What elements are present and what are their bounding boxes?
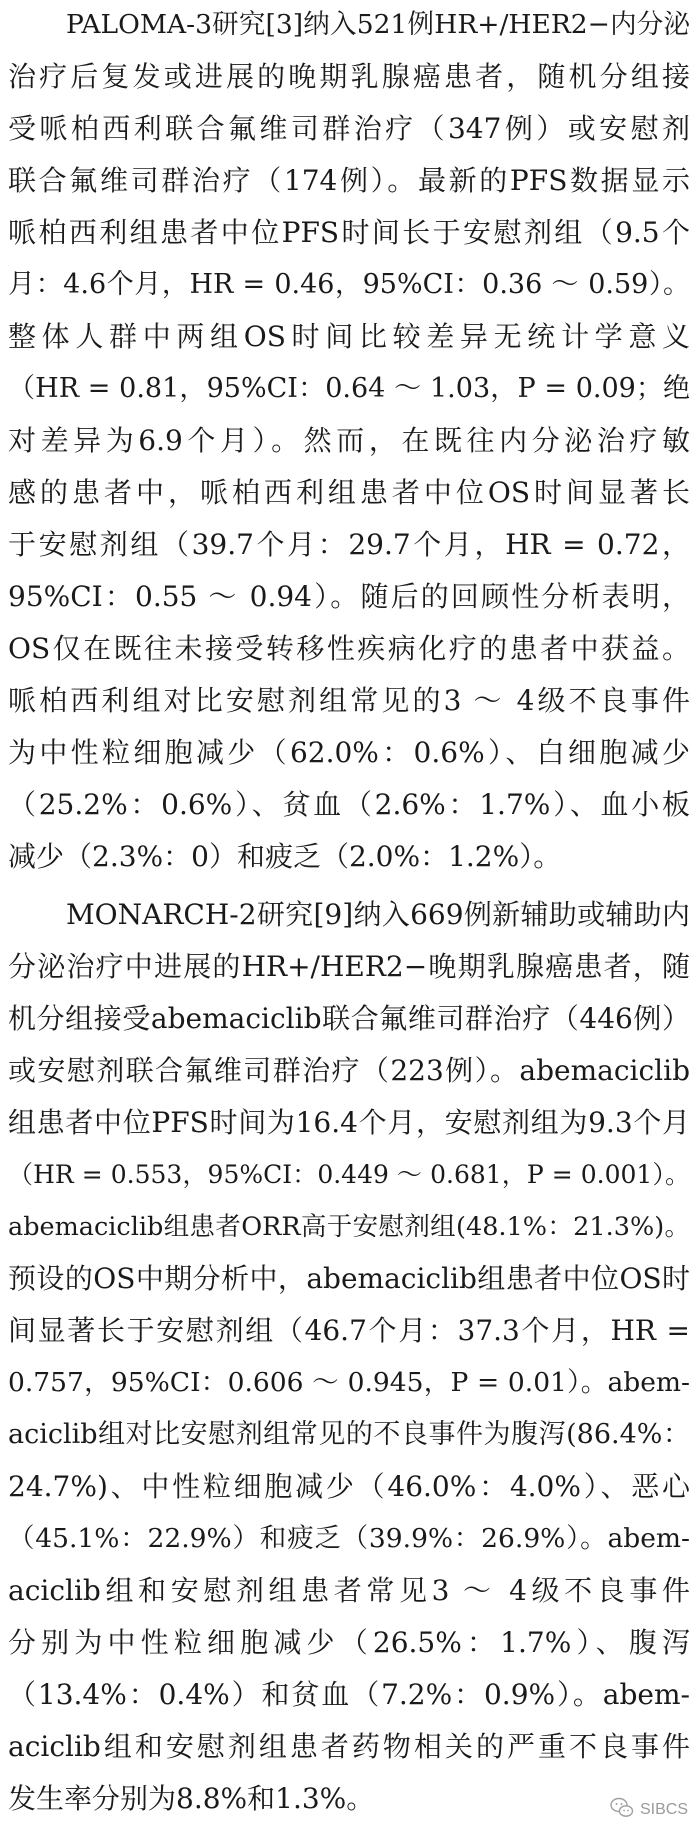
text-line: 于安慰剂组（39.7个月：29.7个月，HR = 0.72， bbox=[8, 528, 690, 561]
text-line: abemaciclib组患者ORR高于安慰剂组(48.1%：21.3%)。 bbox=[8, 1212, 690, 1242]
text-line: 预设的OS中期分析中，abemaciclib组患者中位OS时 bbox=[8, 1262, 690, 1295]
text-line: 95%CI：0.55 ～ 0.94）。随后的回顾性分析表明， bbox=[8, 580, 690, 613]
text-line: 为中性粒细胞减少（62.0%：0.6%）、白细胞减少 bbox=[8, 736, 690, 769]
text-line: 机分组接受abemaciclib联合氟维司群治疗（446例） bbox=[8, 1002, 690, 1035]
text-line: 0.757，95%CI：0.606 ～ 0.945，P = 0.01）。abem- bbox=[8, 1367, 690, 1398]
text-line: 对差异为6.9个月）。然而，在既往内分泌治疗敏 bbox=[8, 424, 690, 457]
text-line: 组患者中位PFS时间为16.4个月，安慰剂组为9.3个月 bbox=[8, 1106, 690, 1139]
text-line: aciclib组和安慰剂组患者药物相关的严重不良事件 bbox=[8, 1730, 690, 1763]
text-line: （13.4%：0.4%）和贫血（7.2%：0.9%）。abem- bbox=[8, 1678, 690, 1711]
text-line: （HR = 0.81，95%CI：0.64 ～ 1.03，P = 0.09；绝 bbox=[8, 373, 690, 404]
text-line: 或安慰剂联合氟维司群治疗（223例）。abemaciclib bbox=[8, 1054, 690, 1087]
text-line: 月：4.6个月，HR = 0.46，95%CI：0.36 ～ 0.59）。 bbox=[8, 269, 690, 300]
text-line: 间显著长于安慰剂组（46.7个月：37.3个月，HR = bbox=[8, 1314, 690, 1347]
text-line: 治疗后复发或进展的晚期乳腺癌患者，随机分组接 bbox=[8, 60, 690, 93]
text-line: 整体人群中两组OS时间比较差异无统计学意义 bbox=[8, 320, 690, 353]
text-line: aciclib组和安慰剂组患者常见3 ～ 4级不良事件 bbox=[8, 1574, 690, 1607]
text-line: 发生率分别为8.8%和1.3%。 bbox=[8, 1782, 375, 1815]
text-line: 分泌治疗中进展的HR+/HER2−晚期乳腺癌患者，随 bbox=[8, 950, 690, 983]
text-line: 感的患者中，哌柏西利组患者中位OS时间显著长 bbox=[8, 476, 690, 509]
text-line: 哌柏西利组患者中位PFS时间长于安慰剂组（9.5个 bbox=[8, 216, 690, 249]
text-line: 受哌柏西利联合氟维司群治疗（347例）或安慰剂 bbox=[8, 112, 690, 145]
text-line: 24.7%)、中性粒细胞减少（46.0%：4.0%）、恶心 bbox=[8, 1470, 690, 1503]
watermark bbox=[610, 1797, 688, 1823]
watermark-text: SIBCS bbox=[639, 1801, 688, 1818]
text-line: 分别为中性粒细胞减少（26.5%：1.7%）、腹泻 bbox=[8, 1626, 690, 1659]
wechat-icon bbox=[610, 1797, 634, 1824]
text-line: 减少（2.3%：0）和疲乏（2.0%：1.2%）。 bbox=[8, 840, 562, 873]
text-line: （45.1%：22.9%）和疲乏（39.9%：26.9%）。abem- bbox=[8, 1523, 690, 1554]
text-line: 联合氟维司群治疗（174例）。最新的PFS数据显示 bbox=[8, 164, 690, 197]
text-line: aciclib组对比安慰剂组常见的不良事件为腹泻(86.4%： bbox=[8, 1419, 690, 1450]
text-line: （HR = 0.553，95%CI：0.449 ～ 0.681，P = 0.001）。 bbox=[8, 1160, 690, 1189]
text-line: 哌柏西利组对比安慰剂组常见的3 ～ 4级不良事件 bbox=[8, 684, 690, 717]
text-line: MONARCH-2研究[9]纳入669例新辅助或辅助内 bbox=[66, 898, 690, 931]
text-line: PALOMA-3研究[3]纳入521例HR+/HER2−内分泌 bbox=[66, 9, 690, 40]
text-line: OS仅在既往未接受转移性疾病化疗的患者中获益。 bbox=[8, 632, 690, 665]
text-line: （25.2%：0.6%）、贫血（2.6%：1.7%）、血小板 bbox=[8, 788, 690, 821]
